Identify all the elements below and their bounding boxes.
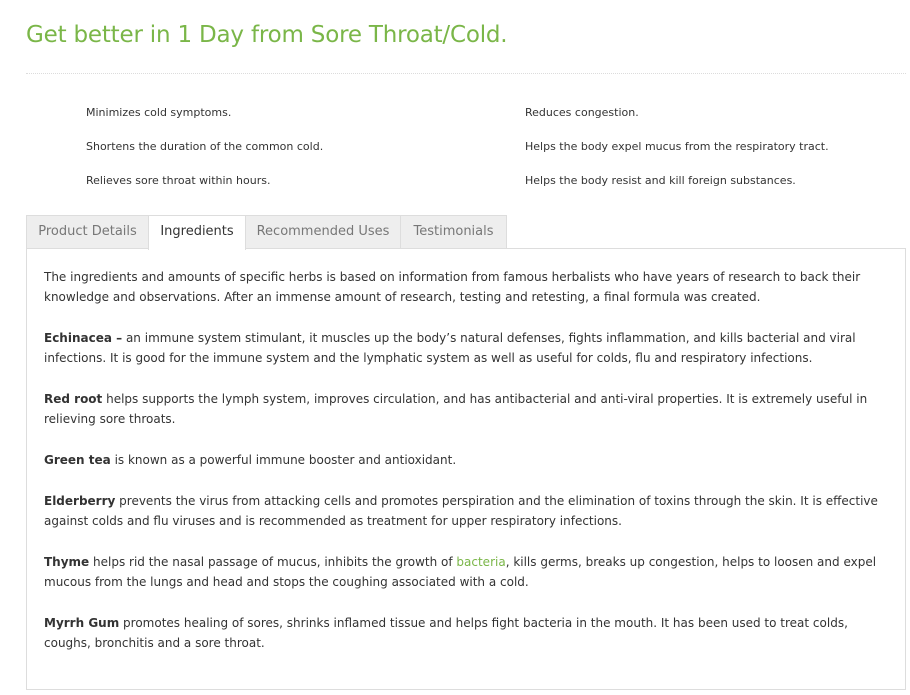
ingredient-green-tea [44, 450, 889, 470]
ingredient-thyme [44, 552, 889, 592]
ingredient-name: Red root [44, 392, 103, 406]
page-title: Get better in 1 Day from Sore Throat/Cold. [26, 22, 508, 48]
tab-testimonials[interactable]: Testimonials [400, 215, 507, 249]
benefit-item: Helps the body expel mucus from the respiratory tract. [525, 140, 829, 153]
bacteria-link[interactable]: bacteria [456, 555, 506, 569]
ingredient-description: helps rid the nasal passage of mucus, inhibits the growth of [89, 555, 457, 569]
ingredient-description: is known as a powerful immune booster and antioxidant. [110, 453, 457, 467]
ingredient-description: prevents the virus from attacking cells and promotes perspiration and the elimination of toxins through the skin. It is effective against colds and flu viruses and is recommended as treatment for upper respiratory infections. [44, 494, 878, 528]
ingredients-panel [26, 248, 906, 690]
benefit-item: Reduces congestion. [525, 106, 639, 119]
tab-ingredients[interactable]: Ingredients [148, 215, 246, 250]
tab-product-details[interactable]: Product Details [26, 215, 149, 249]
ingredient-description: promotes healing of sores, shrinks inflamed tissue and helps fight bacteria in the mouth. It has been used to treat colds, coughs, bronchitis and a sore throat. [44, 616, 848, 650]
ingredients-content [44, 267, 889, 674]
ingredient-name: Elderberry [44, 494, 116, 508]
ingredient-name: Green tea [44, 453, 111, 467]
ingredient-red-root [44, 389, 889, 429]
tab-recommended-uses[interactable]: Recommended Uses [245, 215, 401, 249]
ingredient-name: Thyme [44, 555, 90, 569]
ingredient-description: , kills germs, breaks up congestion, helps to loosen and expel mucous from the lungs and head and stops the coughing associated with a cold. [44, 555, 877, 589]
benefit-item: Helps the body resist and kill foreign substances. [525, 174, 796, 187]
ingredient-name: Myrrh Gum [44, 616, 120, 630]
benefit-item: Shortens the duration of the common cold. [86, 140, 324, 153]
benefits-list [0, 0, 910, 200]
benefit-item: Relieves sore throat within hours. [86, 174, 271, 187]
benefit-item: Minimizes cold symptoms. [86, 106, 232, 119]
ingredient-myrrh-gum [44, 613, 889, 653]
ingredient-elderberry [44, 491, 889, 531]
ingredient-description: helps supports the lymph system, improves circulation, and has antibacterial and anti-viral properties. It is extremely useful in relieving sore throats. [44, 392, 868, 426]
ingredients-intro: The ingredients and amounts of specific herbs is based on information from famous herbalists who have years of research to back their knowledge and observations. After an immense amount of research, testing and retesting, a final formula was created. [44, 270, 861, 304]
ingredient-name: Echinacea – [44, 331, 123, 345]
ingredient-description: an immune system stimulant, it muscles up the body’s natural defenses, fights inflammation, and kills bacterial and viral infections. It is good for the immune system and the lymphatic system as well as useful for colds, flu and respiratory infections. [44, 331, 856, 365]
ingredient-echinacea [44, 328, 889, 368]
